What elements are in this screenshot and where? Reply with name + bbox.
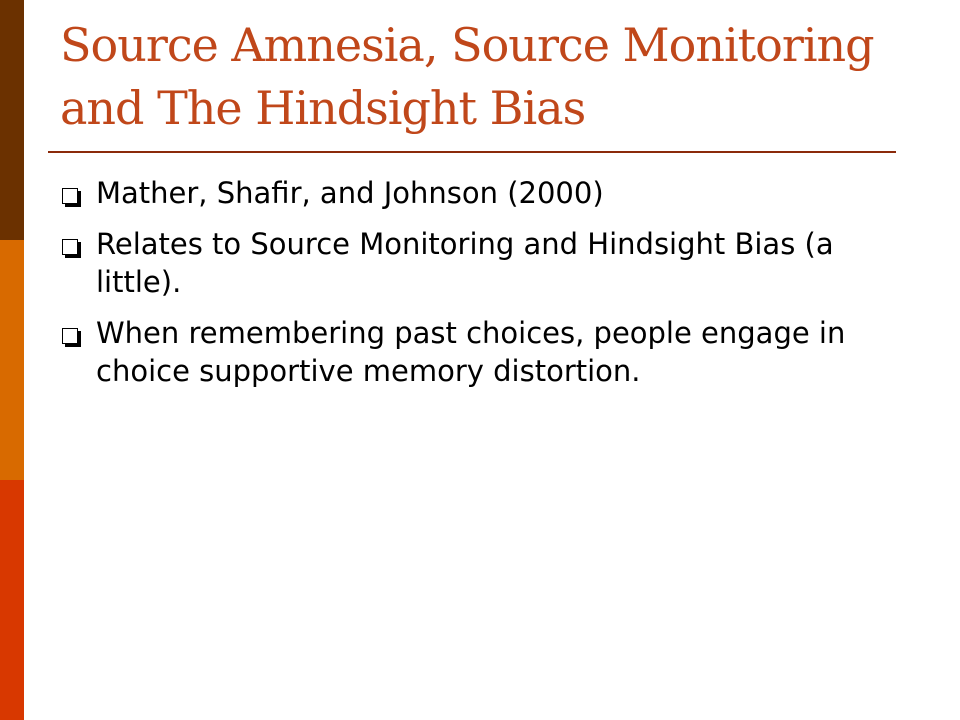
square-bullet-icon xyxy=(62,328,78,344)
slide-title: Source Amnesia, Source Monitoring and The Hindsight Bias xyxy=(60,18,874,135)
bullet-list xyxy=(60,174,880,403)
bullet-text: Relates to Source Monitoring and Hindsight Bias (a little). xyxy=(96,227,834,299)
sidebar-segment-middle xyxy=(0,240,24,480)
bullet-item xyxy=(60,174,880,212)
square-bullet-icon xyxy=(62,188,78,204)
bullet-text: Mather, Shafir, and Johnson (2000) xyxy=(96,176,604,210)
bullet-text: When remembering past choices, people engage in choice supportive memory distortion. xyxy=(96,316,846,388)
title-underline xyxy=(48,151,896,153)
square-bullet-icon xyxy=(62,239,78,255)
bullet-item xyxy=(60,314,880,390)
sidebar-segment-top xyxy=(0,0,24,240)
bullet-item xyxy=(60,225,880,301)
sidebar-segment-bottom xyxy=(0,480,24,720)
